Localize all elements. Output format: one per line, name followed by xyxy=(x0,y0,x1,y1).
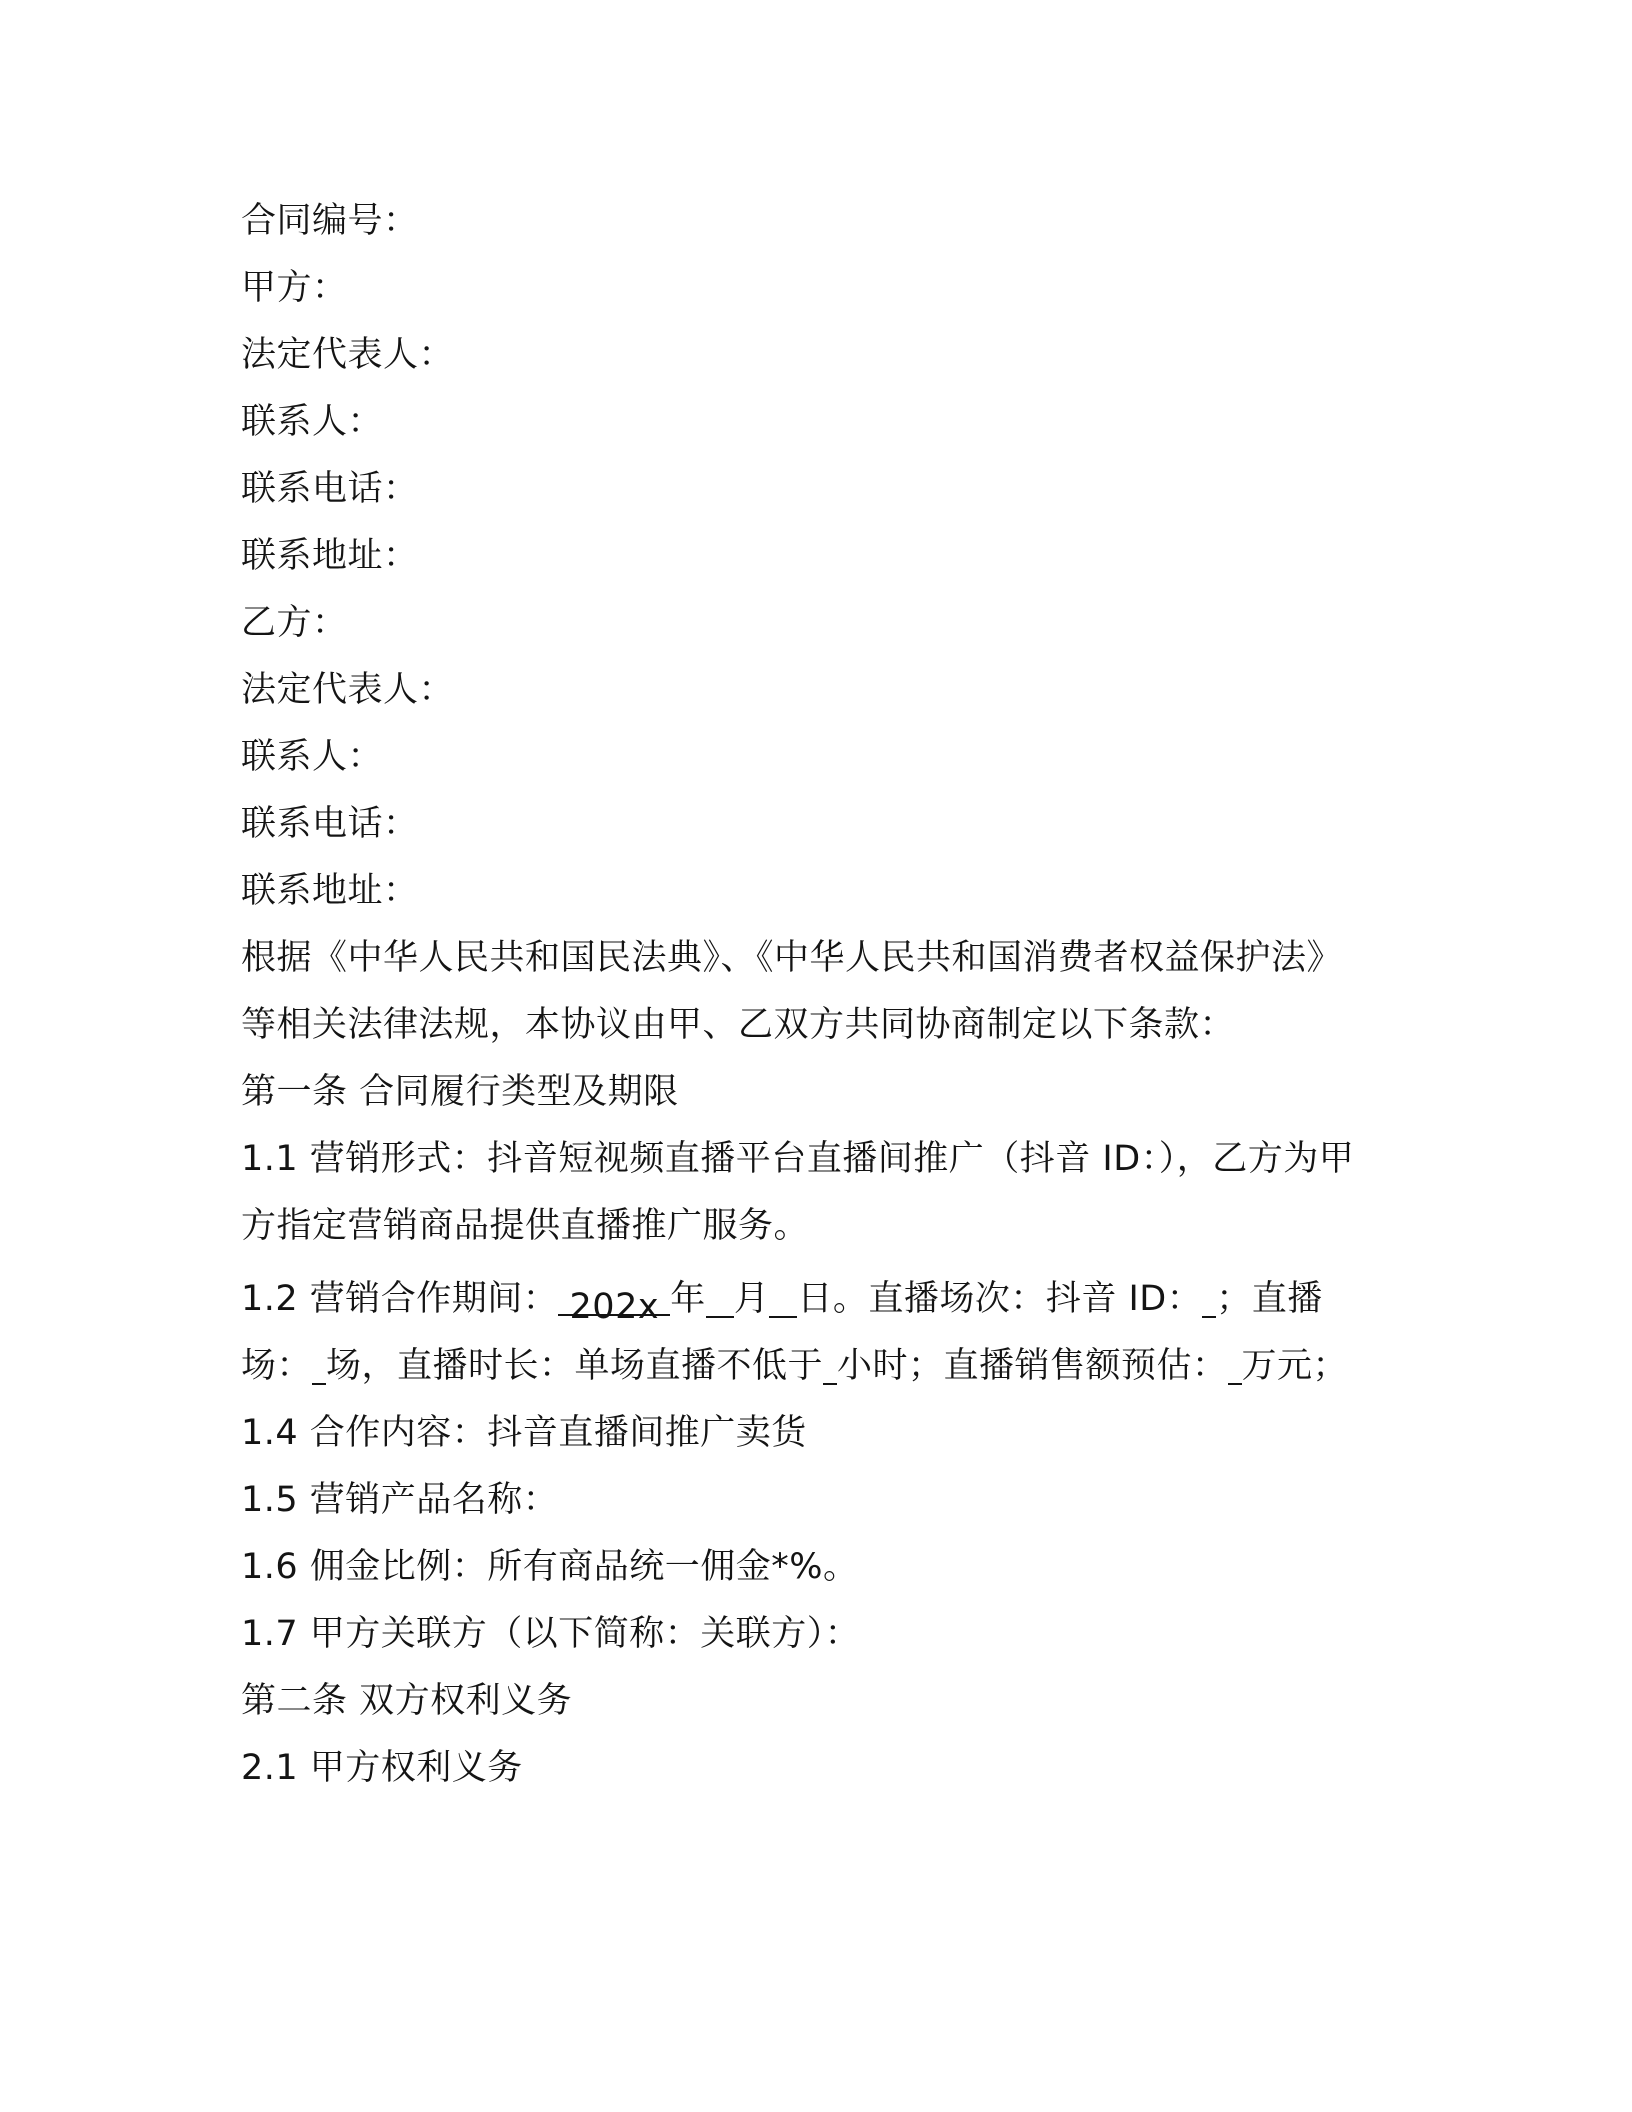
year-label: 年 xyxy=(670,1279,706,1319)
clause-1-6: 1.6 佣金比例：所有商品统一佣金*%。 xyxy=(241,1547,859,1587)
article-1-heading: 第一条 合同履行类型及期限 xyxy=(241,1072,679,1112)
hours-blank xyxy=(823,1343,837,1385)
duration-label: 场，直播时长：单场直播不低于 xyxy=(326,1346,824,1386)
clause-1-2-lead: 1.2 营销合作期间： xyxy=(241,1279,559,1319)
sessions-label: ；直播场： xyxy=(241,1279,1323,1386)
clause-1-4: 1.4 合作内容：抖音直播间推广卖货 xyxy=(241,1413,807,1453)
party-b-field: 乙方： xyxy=(241,603,348,643)
sales-label: 小时；直播销售额预估： xyxy=(837,1346,1228,1386)
sessions-blank xyxy=(312,1343,326,1385)
month-blank xyxy=(706,1276,734,1318)
intro-paragraph: 根据《中华人民共和国民法典》、《中华人民共和国消费者权益保护法》等相关法律法规，本协议由甲、乙双方共同协商制定以下条款： xyxy=(241,938,1343,1045)
clause-2-1: 2.1 甲方权利义务 xyxy=(241,1748,523,1788)
douyin-id-blank xyxy=(1202,1276,1216,1318)
party-b-contact-field: 联系人： xyxy=(241,737,384,777)
party-a-legal-rep-field: 法定代表人： xyxy=(241,335,455,375)
contract-number-field: 合同编号： xyxy=(241,201,419,241)
year-blank: 202x xyxy=(558,1274,670,1316)
month-label: 月 xyxy=(733,1279,770,1319)
article-2-heading: 第二条 双方权利义务 xyxy=(241,1681,573,1721)
party-a-phone-field: 联系电话： xyxy=(241,469,419,509)
day-label: 日。直播场次：抖音 ID： xyxy=(797,1279,1203,1319)
clause-1-7: 1.7 甲方关联方（以下简称：关联方）： xyxy=(241,1614,861,1654)
clause-1-2 xyxy=(241,1266,1376,1400)
sales-blank xyxy=(1228,1343,1242,1385)
party-b-legal-rep-field: 法定代表人： xyxy=(241,670,455,710)
contract-page xyxy=(241,188,1391,1802)
clause-1-5: 1.5 营销产品名称： xyxy=(241,1480,559,1520)
party-a-address-field: 联系地址： xyxy=(241,536,419,576)
party-a-field: 甲方： xyxy=(241,268,348,308)
day-blank xyxy=(769,1276,797,1318)
party-b-phone-field: 联系电话： xyxy=(241,804,419,844)
clause-1-1: 1.1 营销形式：抖音短视频直播平台直播间推广（抖音 ID：），乙方为甲方指定营销商品提供直播推广服务。 xyxy=(241,1139,1355,1246)
sales-unit: 万元； xyxy=(1241,1346,1349,1386)
party-a-contact-field: 联系人： xyxy=(241,402,384,442)
party-b-address-field: 联系地址： xyxy=(241,871,419,911)
